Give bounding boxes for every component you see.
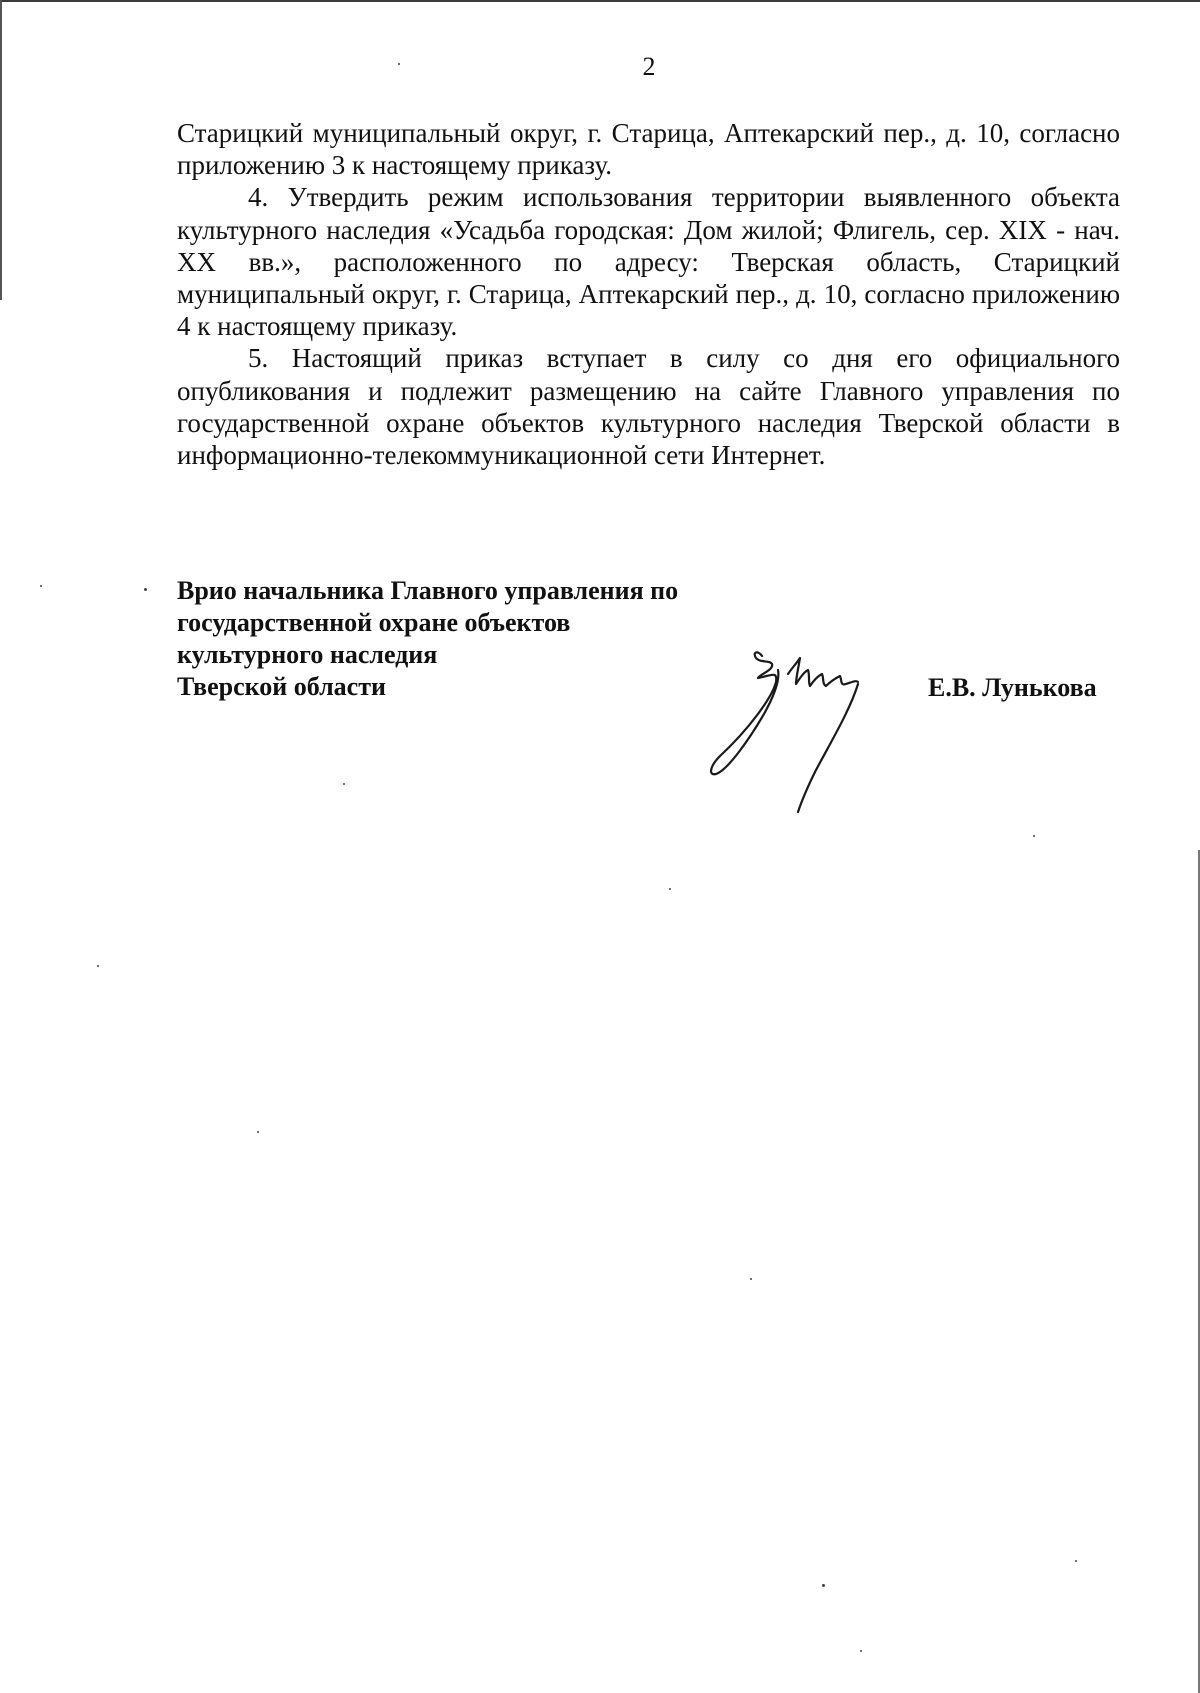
signatory-position bbox=[177, 575, 737, 703]
scan-speck bbox=[257, 1131, 259, 1133]
page-number: 2 bbox=[642, 52, 656, 81]
scan-speck bbox=[1033, 835, 1035, 837]
scan-speck bbox=[822, 1584, 825, 1587]
paragraph-continuation: Старицкий муниципальный округ, г. Старица, Аптекарский пер., д. 10, согласно приложению 3 к настоящему приказу. bbox=[177, 118, 1120, 181]
scan-speck bbox=[1075, 1560, 1077, 1562]
scan-speck bbox=[343, 783, 345, 785]
signatory-name: Е.В. Лунькова bbox=[928, 673, 1097, 702]
paragraph-item-4: 4. Утвердить режим использования территории выявленного объекта культурного наследия «Усадьба городская: Дом жилой; Флигель, сер. XIX - нач. XX вв.», расположенного по адресу: Тверская область, Старицкий муниципальный округ, г. Старица, Аптекарский пер., д. 10, согласно приложению 4 к настоящему приказу. bbox=[177, 182, 1120, 342]
scan-speck bbox=[144, 588, 147, 591]
scan-speck bbox=[860, 1650, 862, 1652]
scan-left-edge bbox=[0, 0, 2, 300]
signatory-position-line: Врио начальника Главного управления по bbox=[177, 576, 679, 605]
signatory-position-line: Тверской области bbox=[177, 672, 386, 701]
scan-speck bbox=[750, 1278, 752, 1280]
scan-top-border bbox=[0, 0, 1200, 2]
signatory-position-line: государственной охране объектов bbox=[177, 608, 571, 637]
signatory-position-line: культурного наследия bbox=[177, 640, 438, 669]
document-body bbox=[177, 117, 1120, 471]
scan-speck bbox=[40, 585, 42, 587]
paragraph-item-5: 5. Настоящий приказ вступает в силу со дня его официального опубликования и подлежит размещению на сайте Главного управления по государственной охране объектов культурного наследия Тверской области в информационно-телекоммуникационной сети Интернет. bbox=[177, 343, 1120, 471]
scan-speck bbox=[97, 965, 99, 967]
scan-speck bbox=[669, 888, 671, 890]
handwritten-signature-icon bbox=[700, 630, 900, 820]
